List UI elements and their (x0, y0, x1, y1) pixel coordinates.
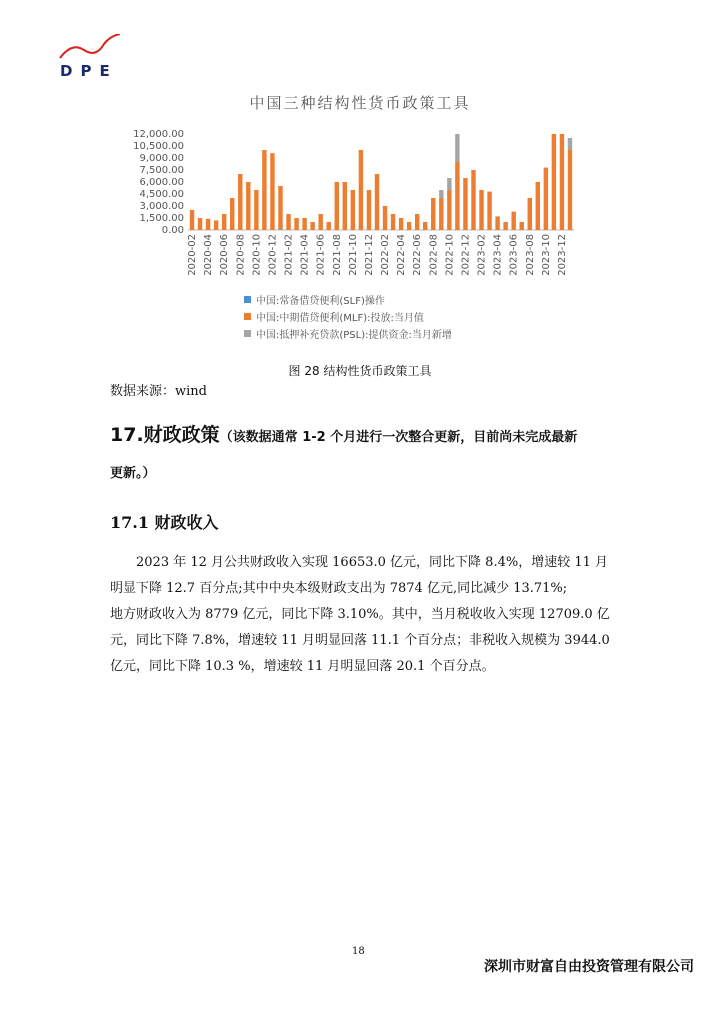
x-tick-label: 2022-06 (412, 234, 424, 276)
dpe-logo (58, 34, 128, 80)
paragraph-2: 地方财政收入为 8779 亿元，同比下降 3.10%。其中，当月税收收入实现 12709.0 亿元，同比下降 7.8%，增速较 11 月明显回落 11.1 个百分点；非税收入规模为 3944.0 亿元，同比下降 10.3 %，增速较 11 月明显回落 20.1 个百分点。 (110, 607, 610, 674)
x-tick-label: 2023-12 (556, 234, 568, 276)
bar-mlf-2023-06 (511, 212, 515, 230)
y-tick-label: 7,500.00 (139, 165, 184, 176)
bar-mlf-2020-03 (198, 218, 202, 230)
legend-swatch-mlf (244, 313, 251, 320)
bar-mlf-2021-05 (310, 222, 314, 230)
bar-mlf-2020-12 (270, 153, 274, 230)
section-17-title: 17.财政政策 (110, 424, 220, 446)
bar-psl-2022-09 (439, 190, 443, 198)
bar-mlf-2023-04 (495, 216, 499, 230)
x-tick-label: 2022-04 (396, 234, 408, 276)
x-tick-label: 2023-02 (476, 234, 488, 276)
bar-mlf-2022-07 (423, 222, 427, 230)
legend-label-psl: 中国:抵押补充贷款(PSL):提供资金:当月新增 (256, 330, 452, 341)
y-tick-label: 12,000.00 (133, 129, 184, 140)
x-tick-label: 2020-06 (219, 234, 231, 276)
bar-chart (122, 124, 592, 284)
company-name: 深圳市财富自由投资管理有限公司 (484, 959, 694, 975)
y-tick-label: 0.00 (161, 225, 184, 236)
bar-mlf-2022-09 (439, 198, 443, 230)
bar-mlf-2023-12 (560, 134, 564, 230)
x-tick-label: 2020-04 (203, 234, 215, 276)
logo-swoosh-icon (58, 34, 128, 64)
x-tick-label: 2021-02 (283, 234, 295, 276)
x-tick-label: 2023-08 (524, 234, 536, 276)
paragraph-1: 2023 年 12 月公共财政收入实现 16653.0 亿元，同比下降 8.4%，增速较 11 月明显下降 12.7 百分点;其中中央本级财政支出为 7874 亿元,同比减少 13.71%; (110, 555, 609, 596)
bar-mlf-2023-01 (471, 170, 475, 230)
bar-mlf-2021-01 (278, 186, 282, 229)
bar-mlf-2020-07 (230, 198, 234, 230)
x-tick-label: 2020-12 (267, 234, 279, 276)
x-tick-label: 2022-12 (460, 234, 472, 276)
figure-caption: 图 28 结构性货币政策工具 (288, 364, 432, 378)
bar-mlf-2024-01 (568, 150, 572, 230)
bar-mlf-2022-08 (431, 198, 435, 230)
y-tick-label: 6,000.00 (139, 177, 184, 188)
legend-item-psl (244, 325, 452, 342)
bar-mlf-2021-02 (286, 214, 290, 230)
bar-mlf-2021-04 (302, 218, 306, 230)
bar-mlf-2020-09 (246, 182, 250, 230)
bar-mlf-2021-10 (351, 190, 355, 230)
section-17-note-1: （该数据通常 1-2 个月进行一次整合更新，目前尚未完成最新 (219, 430, 578, 445)
x-tick-label: 2020-02 (187, 234, 199, 276)
bar-mlf-2022-12 (463, 178, 467, 230)
bar-mlf-2020-10 (254, 190, 258, 230)
bar-mlf-2021-07 (327, 222, 331, 230)
legend-item-slf (244, 291, 452, 308)
bar-mlf-2022-03 (391, 214, 395, 230)
bar-mlf-2020-06 (222, 214, 226, 230)
bar-mlf-2022-10 (447, 190, 451, 230)
page-number: 18 (352, 946, 365, 957)
bar-mlf-2022-02 (383, 206, 387, 230)
legend-label-mlf: 中国:中期借贷便利(MLF):投放:当月值 (256, 313, 424, 324)
legend-swatch-slf (244, 296, 251, 303)
legend-item-mlf (244, 308, 452, 325)
x-tick-label: 2021-08 (331, 233, 343, 276)
bar-mlf-2023-08 (528, 198, 532, 230)
bar-mlf-2022-05 (407, 222, 411, 230)
bar-mlf-2021-08 (335, 182, 339, 230)
x-tick-label: 2021-12 (363, 234, 375, 276)
bar-mlf-2020-08 (238, 174, 242, 230)
bar-mlf-2020-11 (262, 150, 266, 230)
section-17-heading (110, 418, 630, 491)
y-tick-label: 1,500.00 (139, 213, 184, 224)
x-tick-label: 2020-10 (251, 234, 263, 276)
bar-mlf-2023-03 (487, 192, 491, 230)
bar-psl-2024-01 (568, 138, 572, 150)
x-tick-label: 2020-08 (235, 234, 247, 276)
bar-mlf-2021-12 (367, 190, 371, 230)
bar-mlf-2020-05 (214, 220, 218, 230)
bar-mlf-2022-06 (415, 214, 419, 230)
y-tick-label: 10,500.00 (133, 141, 184, 152)
bar-mlf-2022-11 (455, 162, 459, 230)
logo-text: DPE (60, 62, 118, 80)
bar-mlf-2023-09 (536, 182, 540, 230)
x-tick-label: 2023-06 (508, 234, 520, 276)
bar-mlf-2021-09 (343, 182, 347, 230)
x-tick-label: 2022-10 (444, 234, 456, 276)
y-tick-label: 9,000.00 (139, 153, 184, 164)
bar-mlf-2023-10 (544, 168, 548, 230)
bar-mlf-2023-05 (503, 222, 507, 230)
bar-mlf-2021-11 (359, 150, 363, 230)
x-tick-label: 2021-04 (299, 234, 311, 276)
bar-psl-2022-11 (455, 134, 459, 162)
section-17-1-title: 17.1 财政收入 (110, 513, 219, 532)
bar-mlf-2021-03 (294, 218, 298, 230)
x-tick-label: 2021-10 (347, 234, 359, 276)
x-tick-label: 2022-02 (380, 234, 392, 276)
chart-title: 中国三种结构性货币政策工具 (249, 94, 471, 112)
bar-slf-2021-01 (278, 229, 282, 230)
x-tick-label: 2022-08 (428, 234, 440, 276)
bar-mlf-2023-11 (552, 134, 556, 230)
bar-mlf-2021-06 (318, 214, 322, 230)
section-17-note-2: 更新。） (110, 466, 156, 481)
x-tick-label: 2023-04 (492, 234, 504, 276)
bar-mlf-2020-02 (190, 210, 194, 230)
data-source: 数据来源：wind (110, 384, 207, 399)
bar-mlf-2023-07 (520, 222, 524, 230)
bar-mlf-2023-02 (479, 190, 483, 230)
bar-mlf-2020-04 (206, 219, 210, 230)
bar-psl-2022-10 (447, 178, 451, 190)
chart-legend (244, 291, 452, 342)
y-tick-label: 4,500.00 (139, 189, 184, 200)
bar-mlf-2022-04 (399, 218, 403, 230)
legend-label-slf: 中国:常备借贷便利(SLF)操作 (256, 296, 385, 307)
y-tick-label: 3,000.00 (139, 201, 184, 212)
bar-mlf-2022-01 (375, 174, 379, 230)
x-tick-label: 2021-06 (315, 234, 327, 276)
body-text (110, 550, 620, 680)
x-tick-label: 2023-10 (540, 234, 552, 276)
legend-swatch-psl (244, 330, 251, 337)
